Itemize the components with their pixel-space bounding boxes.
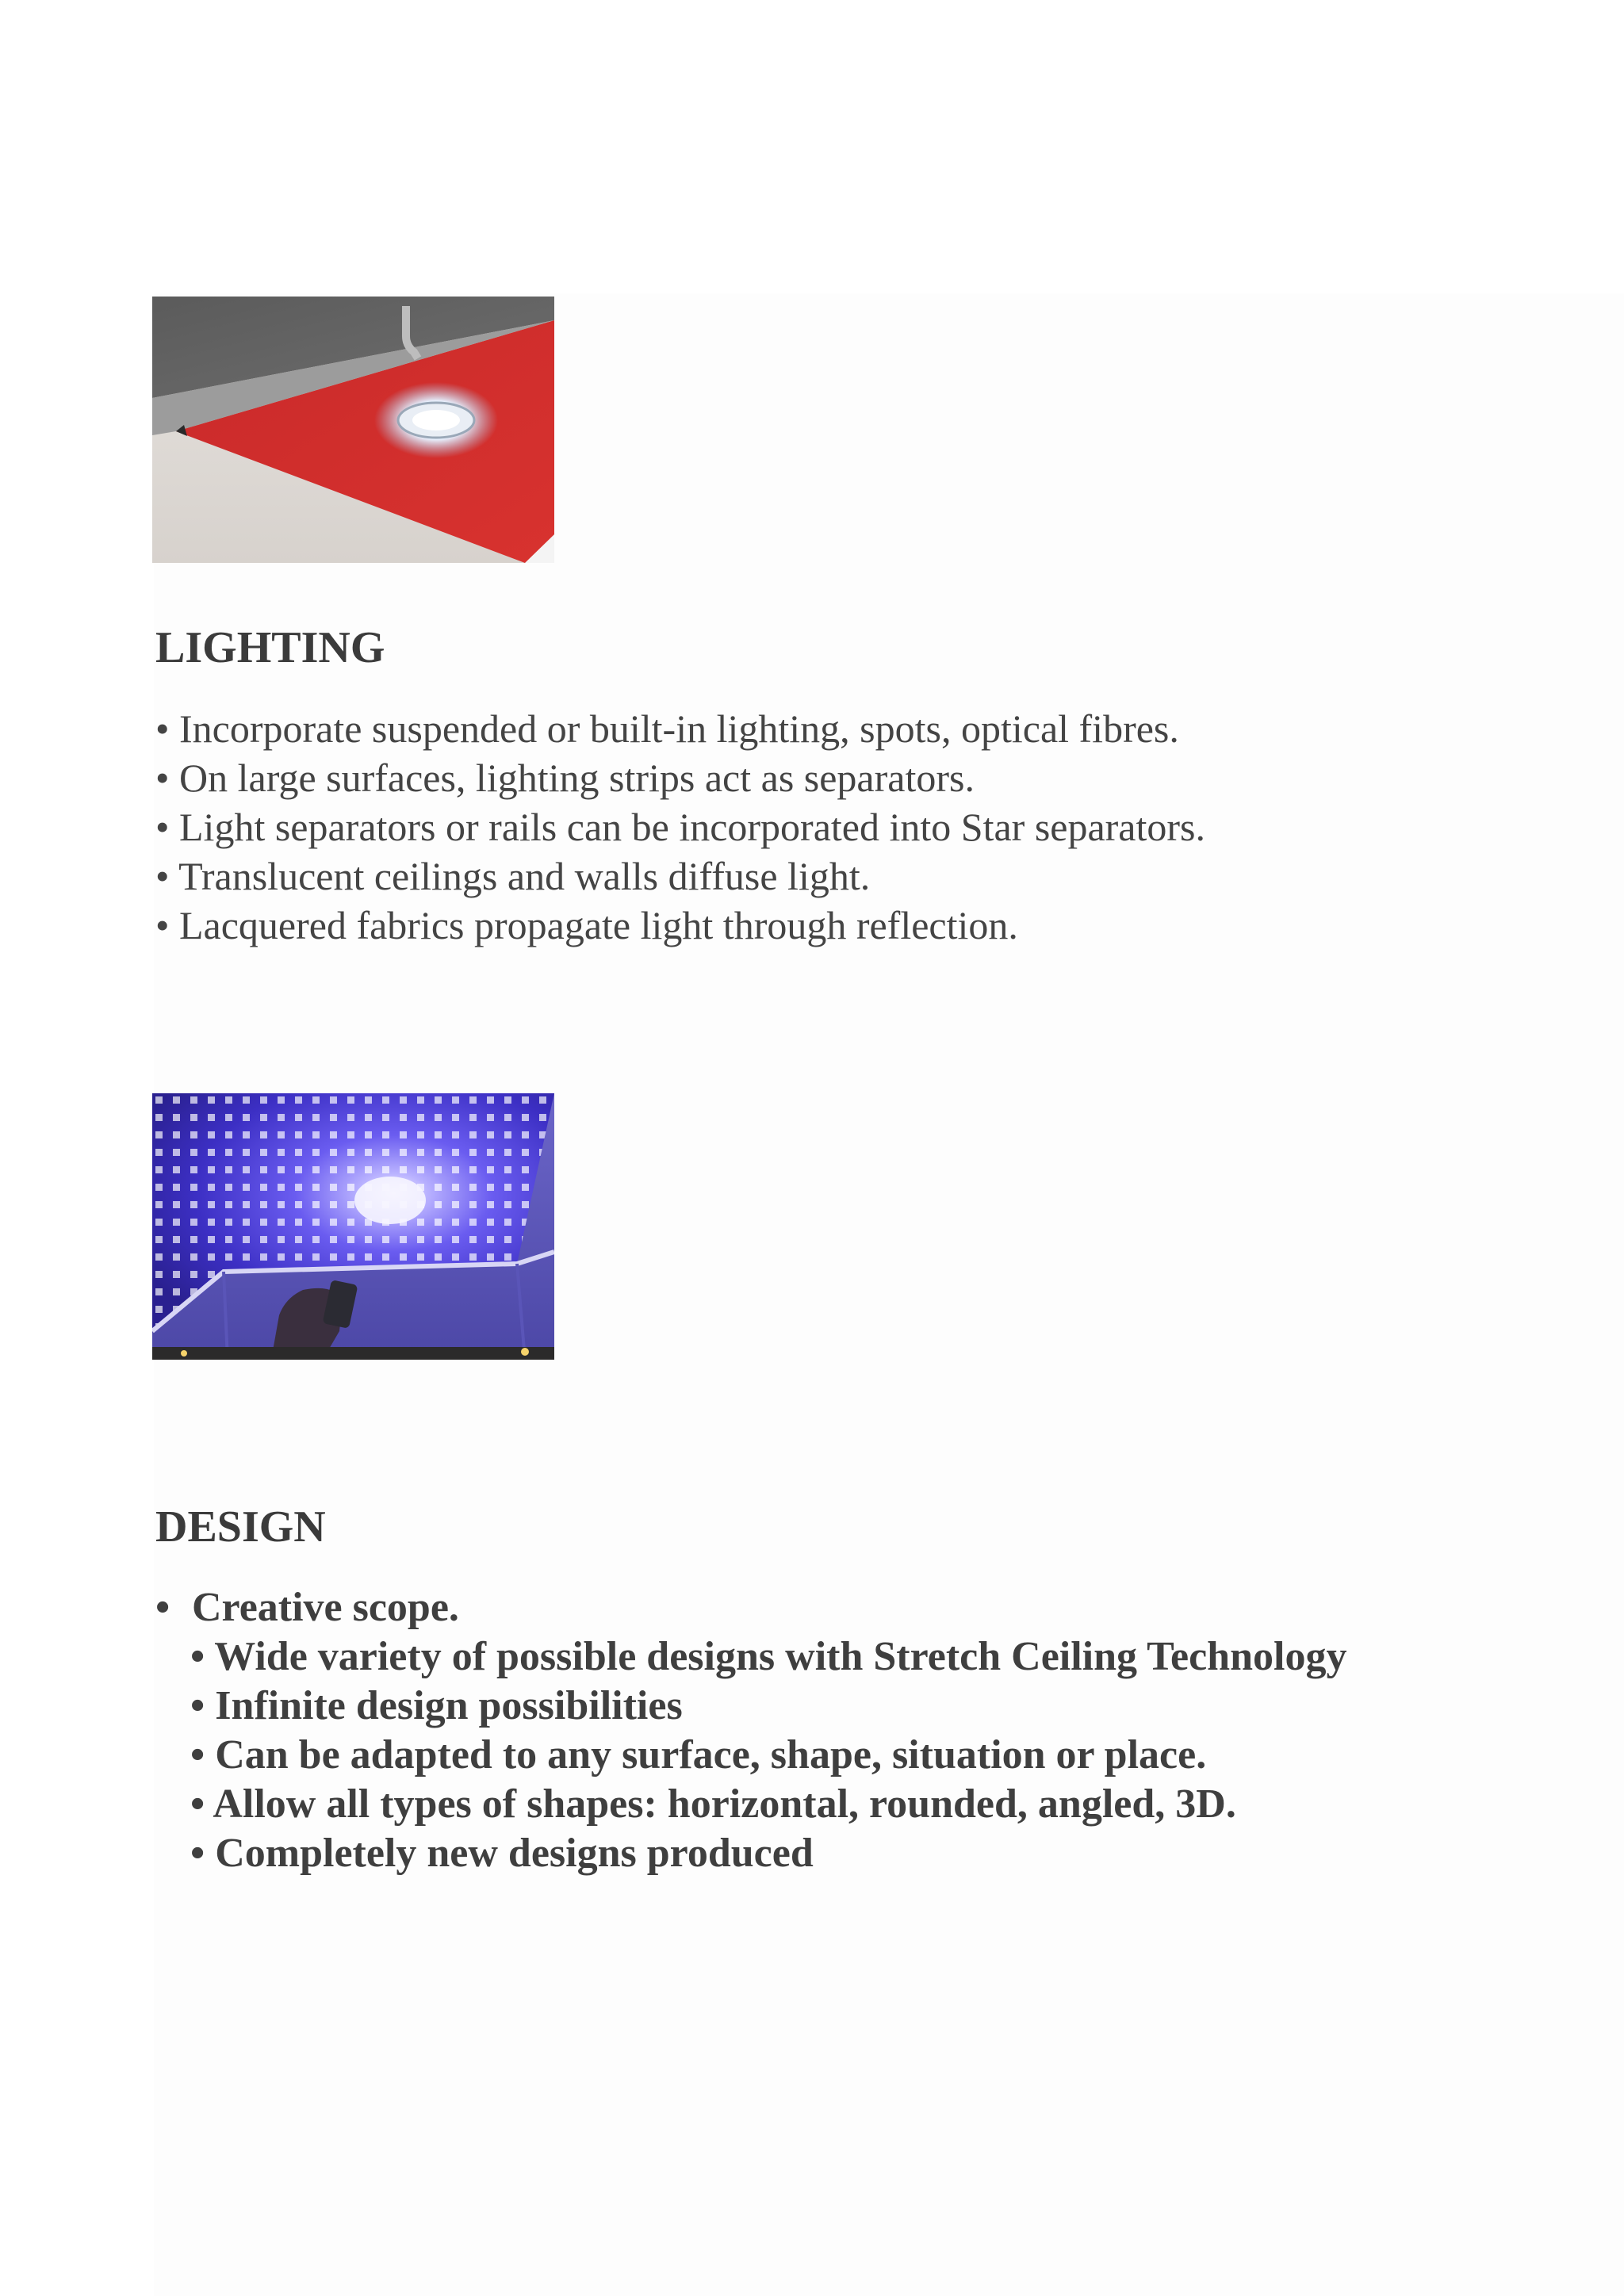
- purple-tunnel-ceiling-image: [152, 1093, 554, 1360]
- design-lead-item: [155, 1583, 459, 1632]
- design-lead-text: Creative scope.: [192, 1585, 459, 1630]
- design-photo: [152, 1093, 554, 1360]
- list-item: • Translucent ceilings and walls diffuse light.: [155, 854, 871, 898]
- list-item: • Infinite design possibilities: [190, 1683, 683, 1728]
- list-item: • Lacquered fabrics propagate light through reflection.: [155, 903, 1018, 947]
- red-ceiling-spotlight-image: [152, 297, 554, 563]
- design-heading: DESIGN: [155, 1502, 326, 1552]
- bullet-point: •: [155, 1585, 170, 1630]
- lighting-heading: LIGHTING: [155, 623, 385, 672]
- list-item: • Allow all types of shapes: horizontal, rounded, angled, 3D.: [190, 1781, 1236, 1827]
- list-item: • Light separators or rails can be incorporated into Star separators.: [155, 805, 1205, 849]
- list-item: • Incorporate suspended or built-in lighting, spots, optical fibres.: [155, 706, 1179, 751]
- list-item: • On large surfaces, lighting strips act as separators.: [155, 756, 975, 800]
- design-bullet-list: [190, 1632, 1346, 1878]
- list-item: • Wide variety of possible designs with Stretch Ceiling Technology: [190, 1634, 1347, 1679]
- lighting-photo: [152, 297, 554, 563]
- list-item: • Can be adapted to any surface, shape, situation or place.: [190, 1732, 1207, 1777]
- lighting-bullet-list: [155, 704, 1205, 950]
- list-item: • Completely new designs produced: [190, 1831, 814, 1876]
